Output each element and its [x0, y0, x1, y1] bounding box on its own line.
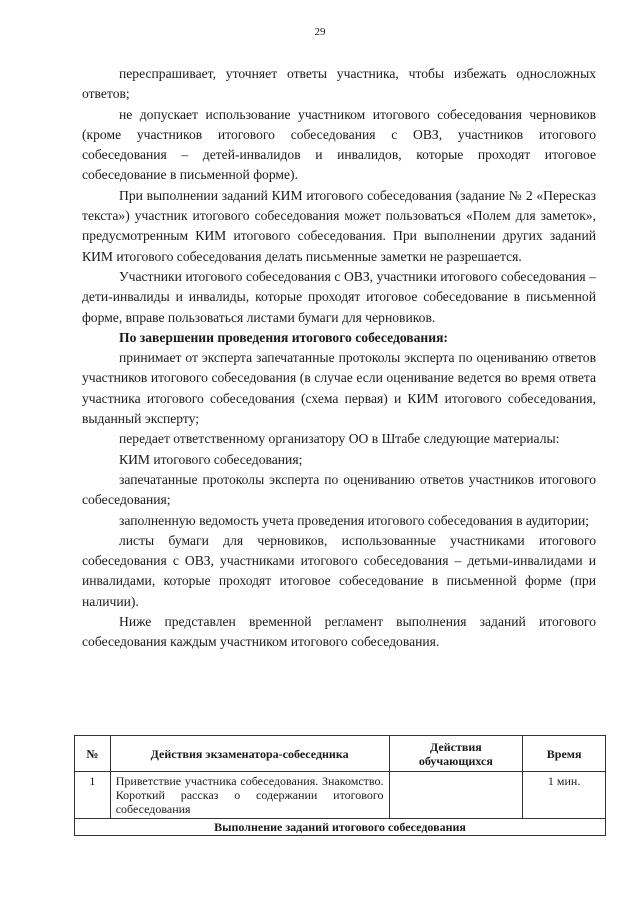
document-body	[82, 64, 596, 653]
section-heading: По завершении проведения итогового собеседования:	[119, 329, 448, 345]
paragraph-hands-over: передает ответственному организатору ОО в Штабе следующие материалы:	[119, 431, 560, 447]
paragraph-ovz-drafts: Участники итогового собеседования с ОВЗ, участники итогового собеседования – дети-инвалиды и инвалиды, которые проходят итоговое собеседование в письменной форме, вправе пользоваться листами бумаги для черновиков.	[82, 268, 596, 325]
paragraph-notes-field: При выполнении заданий КИМ итогового собеседования (задание № 2 «Пересказ текста») участник итогового собеседования может пользоваться «Полем для заметок», предусмотренным КИМ итогового собеседования. При выполнении других заданий КИМ итогового собеседования делать письменные заметки не разрешается.	[82, 187, 596, 264]
table-row	[75, 772, 606, 819]
row-num: 1	[75, 772, 111, 819]
row-time: 1 мин.	[523, 772, 606, 819]
header-examiner-actions: Действия экзаменатора-собеседника	[110, 736, 389, 772]
table-section-row	[75, 819, 606, 836]
paragraph-rephrase: переспрашивает, уточняет ответы участника, чтобы избежать односложных ответов;	[82, 66, 596, 102]
header-num: №	[75, 736, 111, 772]
page-number: 29	[314, 26, 326, 38]
row-student-action	[389, 772, 523, 819]
table-header-row	[75, 736, 606, 772]
list-item-protocols: запечатанные протоколы эксперта по оцениванию ответов участников итогового собеседования;	[82, 471, 596, 508]
schedule-table	[74, 735, 606, 836]
header-student-actions: Действия обучающихся	[389, 736, 523, 772]
paragraph-accepts-protocols: принимает от эксперта запечатанные протоколы эксперта по оцениванию ответов участников итогового собеседования (в случае если оценивание ведется во время ответа участника итогового собеседования (схема первая) и КИМ итогового собеседования, выданный эксперту;	[82, 350, 596, 427]
section-title: Выполнение заданий итогового собеседования	[75, 819, 606, 836]
header-time: Время	[523, 736, 606, 772]
list-item-draft-sheets: листы бумаги для черновиков, использованные участниками итогового собеседования с ОВЗ, участниками итогового собеседования – детьми-инвалидами и инвалидами, которые проходят итоговое собеседование в письменной форме (при наличии).	[82, 532, 596, 609]
list-item-register: заполненную ведомость учета проведения итогового собеседования в аудитории;	[119, 512, 590, 528]
list-item-kim: КИМ итогового собеседования;	[119, 451, 303, 467]
row-examiner-action: Приветствие участника собеседования. Знакомство. Короткий рассказ о содержании итогового собеседования	[110, 772, 389, 819]
paragraph-schedule-intro: Ниже представлен временной регламент выполнения заданий итогового собеседования каждым участником итогового собеседования.	[82, 614, 596, 650]
paragraph-no-drafts: не допускает использование участником итогового собеседования черновиков (кроме участников итогового собеседования с ОВЗ, участников итогового собеседования – детей-инвалидов и инвалидов, которые проходят итоговое собеседование в письменной форме).	[82, 106, 596, 183]
